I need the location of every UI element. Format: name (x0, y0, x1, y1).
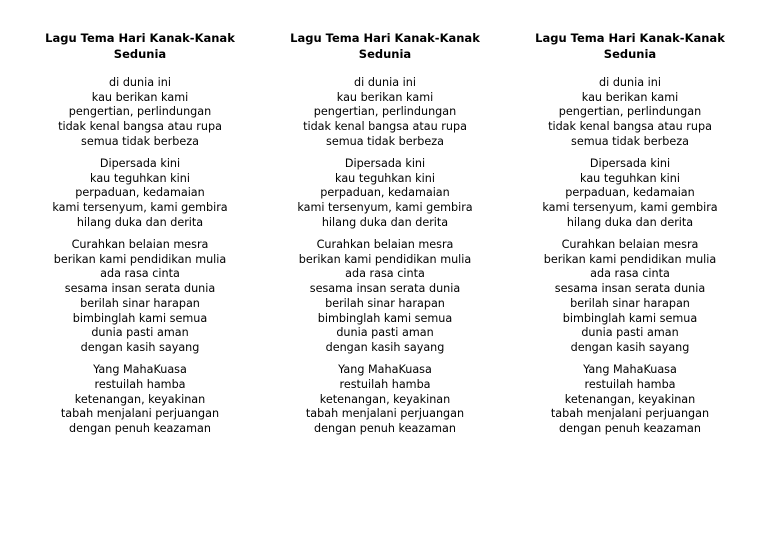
lyric-line: Curahkan belaian mesra (316, 238, 454, 252)
lyrics-column-1 (40, 31, 240, 444)
lyric-line: bimbinglah kami semua (562, 311, 698, 325)
lyric-line: Yang MahaKuasa (93, 363, 187, 377)
stanza-2 (285, 157, 485, 231)
lyric-line: restuilah hamba (94, 377, 186, 391)
stanza-3 (285, 238, 485, 356)
lyric-line: dunia pasti aman (91, 326, 189, 340)
song-title-line: Lagu Tema Hari Kanak-Kanak (535, 31, 725, 45)
lyric-line: kau teguhkan kini (90, 171, 190, 185)
song-title (285, 31, 485, 62)
lyric-line: berikan kami pendidikan mulia (298, 252, 472, 266)
lyrics-column-3 (530, 31, 730, 444)
song-title-line: Lagu Tema Hari Kanak-Kanak (45, 31, 235, 45)
lyric-line: tabah menjalani perjuangan (305, 407, 465, 421)
stanza-1 (40, 76, 240, 150)
lyric-line: kau teguhkan kini (580, 171, 680, 185)
lyric-line: kau berikan kami (336, 90, 434, 104)
lyric-line: bimbinglah kami semua (317, 311, 453, 325)
lyric-line: Dipersada kini (99, 157, 181, 171)
song-title-line: Lagu Tema Hari Kanak-Kanak (290, 31, 480, 45)
lyric-line: berilah sinar harapan (570, 296, 690, 310)
lyric-line: dengan kasih sayang (570, 340, 690, 354)
lyric-line: perpaduan, kedamaian (320, 186, 450, 200)
lyric-line: dunia pasti aman (581, 326, 679, 340)
lyric-line: kami tersenyum, kami gembira (542, 201, 718, 215)
lyric-line: tabah menjalani perjuangan (60, 407, 220, 421)
lyrics-column-2 (285, 31, 485, 444)
lyric-line: dengan penuh keazaman (559, 421, 701, 435)
lyric-line: tidak kenal bangsa atau rupa (303, 120, 467, 134)
stanza-4 (40, 363, 240, 437)
lyric-line: kami tersenyum, kami gembira (297, 201, 473, 215)
lyric-line: perpaduan, kedamaian (565, 186, 695, 200)
stanza-2 (40, 157, 240, 231)
lyric-line: di dunia ini (109, 76, 171, 89)
lyric-line: dunia pasti aman (336, 326, 434, 340)
stanza-4 (285, 363, 485, 437)
lyric-line: ada rasa cinta (345, 267, 425, 281)
stanza-4 (530, 363, 730, 437)
lyric-line: pengertian, perlindungan (68, 105, 212, 119)
song-title-line: Sedunia (603, 46, 657, 61)
lyric-line: kau berikan kami (581, 90, 679, 104)
lyric-line: berilah sinar harapan (325, 296, 445, 310)
lyric-line: tidak kenal bangsa atau rupa (58, 120, 222, 134)
song-title-line: Sedunia (113, 46, 167, 61)
lyric-line: ada rasa cinta (590, 267, 670, 281)
lyric-line: restuilah hamba (339, 377, 431, 391)
lyric-line: dengan kasih sayang (325, 340, 445, 354)
lyric-line: dengan penuh keazaman (314, 421, 456, 435)
lyric-line: semua tidak berbeza (571, 134, 689, 148)
lyric-line: semua tidak berbeza (326, 134, 444, 148)
lyric-line: tabah menjalani perjuangan (550, 407, 710, 421)
lyric-line: berikan kami pendidikan mulia (53, 252, 227, 266)
lyric-line: bimbinglah kami semua (72, 311, 208, 325)
stanza-2 (530, 157, 730, 231)
lyric-line: sesama insan serata dunia (64, 282, 216, 296)
lyric-line: pengertian, perlindungan (313, 105, 457, 119)
lyric-line: ketenangan, keyakinan (564, 392, 696, 406)
song-title (40, 31, 240, 62)
lyric-line: pengertian, perlindungan (558, 105, 702, 119)
stanza-3 (40, 238, 240, 356)
lyric-line: ketenangan, keyakinan (74, 392, 206, 406)
lyric-line: berikan kami pendidikan mulia (543, 252, 717, 266)
lyric-line: dengan penuh keazaman (69, 421, 211, 435)
lyric-line: di dunia ini (599, 76, 661, 89)
song-title (530, 31, 730, 62)
lyric-line: Curahkan belaian mesra (561, 238, 699, 252)
lyric-line: kau berikan kami (91, 90, 189, 104)
lyric-line: hilang duka dan derita (566, 215, 694, 229)
lyric-line: kami tersenyum, kami gembira (52, 201, 228, 215)
lyric-line: Curahkan belaian mesra (71, 238, 209, 252)
lyric-line: sesama insan serata dunia (309, 282, 461, 296)
lyric-line: Yang MahaKuasa (338, 363, 432, 377)
lyric-line: hilang duka dan derita (321, 215, 449, 229)
stanza-1 (285, 76, 485, 150)
lyric-line: perpaduan, kedamaian (75, 186, 205, 200)
lyric-line: kau teguhkan kini (335, 171, 435, 185)
song-title-line: Sedunia (358, 46, 412, 61)
lyric-line: sesama insan serata dunia (554, 282, 706, 296)
lyric-line: ketenangan, keyakinan (319, 392, 451, 406)
stanza-3 (530, 238, 730, 356)
lyric-line: Dipersada kini (344, 157, 426, 171)
lyric-line: Dipersada kini (589, 157, 671, 171)
stanza-1 (530, 76, 730, 150)
lyric-line: restuilah hamba (584, 377, 676, 391)
lyric-line: dengan kasih sayang (80, 340, 200, 354)
lyric-line: Yang MahaKuasa (583, 363, 677, 377)
lyric-line: di dunia ini (354, 76, 416, 89)
lyric-line: berilah sinar harapan (80, 296, 200, 310)
lyric-line: semua tidak berbeza (81, 134, 199, 148)
lyric-line: tidak kenal bangsa atau rupa (548, 120, 712, 134)
lyric-line: hilang duka dan derita (76, 215, 204, 229)
lyric-line: ada rasa cinta (100, 267, 180, 281)
